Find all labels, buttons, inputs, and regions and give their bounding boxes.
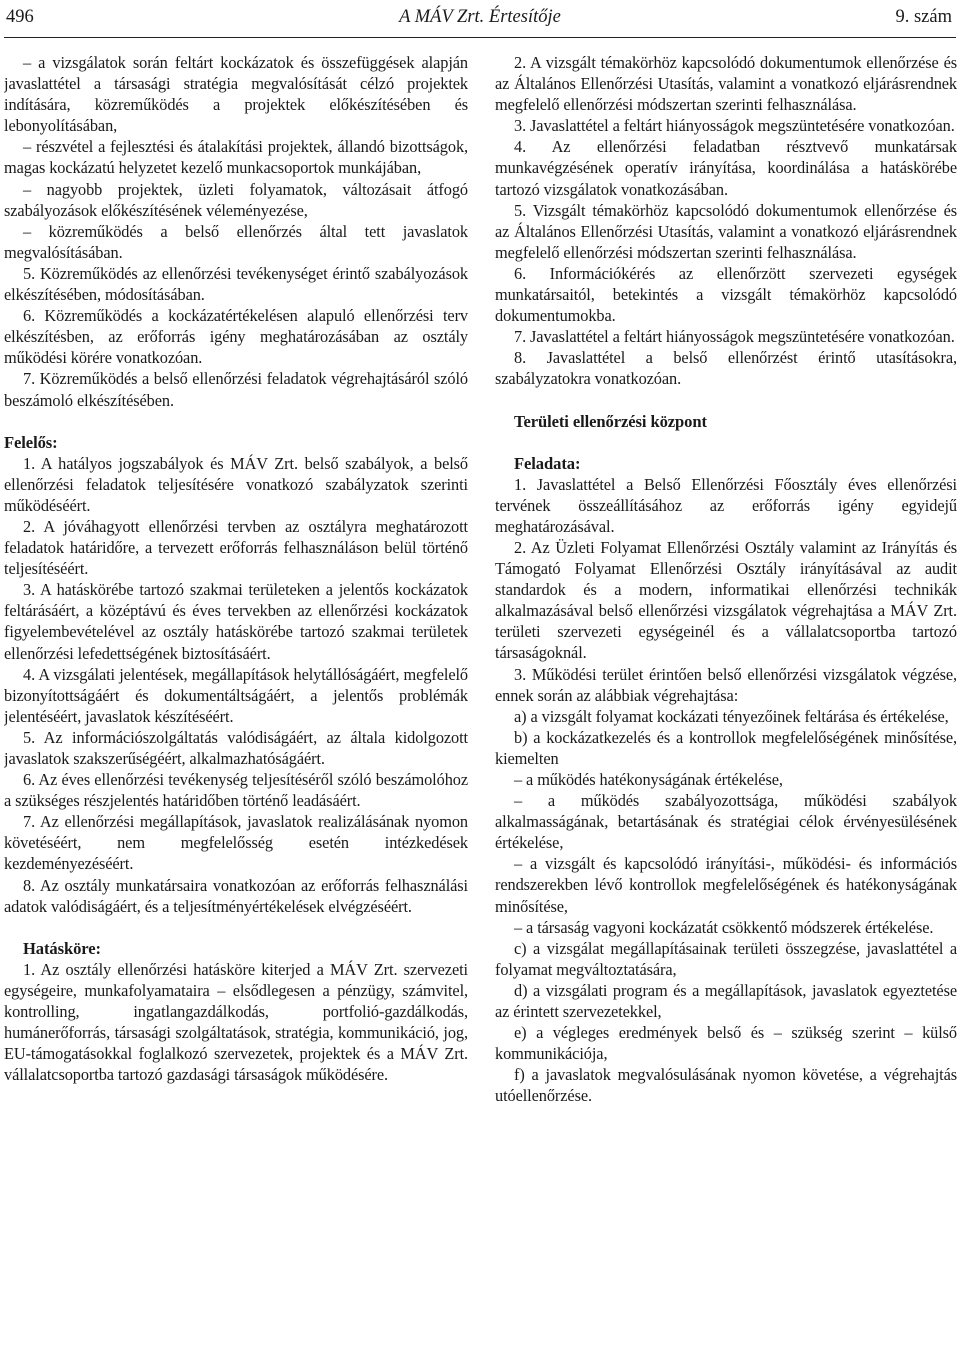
list-item: 6. Információkérés az ellenőrzött szervezeti egységek munkatársaitól, betekintés a vizsgált témakörhöz kapcsolódó dokumentumokba. (495, 263, 957, 326)
list-item: 7. Javaslattétel a feltárt hiányosságok megszüntetésére vonatkozóan. (514, 327, 955, 347)
list-item: 5. Vizsgált témakörhöz kapcsolódó dokumentumok ellenőrzése és az Általános Ellenőrzési Utasítás, valamint a vonatkozó eljárásrendnek megfelelő ellenőrzési módszertan szerinti felhasználása. (495, 200, 957, 262)
list-item: 1. Az osztály ellenőrzési hatásköre kiterjed a MÁV Zrt. szervezeti egységeire, munkafolyamataira – elsődlegesen a pénzügy, számvitel, kontrolling, ingatlangazdálkodás, portfolió-gazdálkodás, humánerőforrás, társasági szolgáltatások, stratégia, kommunikáció, jog, EU-támogatásokkal foglalkozó szervezetek, projektek és a MÁV Zrt. vállalatcsoportba tartozó gazdasági társaságok működésére. (4, 959, 468, 1085)
list-item: 3. Javaslattétel a feltárt hiányosságok megszüntetésére vonatkozóan. (514, 116, 955, 136)
list-item: 8. Javaslattétel a belső ellenőrzést érintő utasításokra, szabályzatokra vonatkozóan. (495, 348, 957, 389)
page-header (6, 4, 954, 34)
list-item: 1. Javaslattétel a Belső Ellenőrzési Főosztály éves ellenőrzési tervének összeállításához az erőforrás igény egyidejű meghatározásával. (495, 474, 957, 536)
list-item: 5. Az információszolgáltatás valódiságáért, az általa kidolgozott javaslatok szakszerűségéért, alkalmazhatóságáért. (4, 727, 468, 768)
list-item: f) a javaslatok megvalósulásának nyomon követése, a végrehajtás utóellenőrzése. (495, 1065, 957, 1106)
list-item: d) a vizsgálati program és a megállapítások, javaslatok egyeztetése az érintett szervezetekkel, (495, 980, 957, 1022)
felelos-heading: Felelős: (4, 432, 58, 452)
list-item: 2. A vizsgált témakörhöz kapcsolódó dokumentumok ellenőrzése és az Általános Ellenőrzési Utasítás, valamint a vonatkozó eljárásrendnek megfelelő ellenőrzési módszertan szerinti felhasználása. (495, 53, 957, 115)
list-item: 5. Közreműködés az ellenőrzési tevékenységet érintő szabályozások elkészítésében, módosításában. (4, 263, 468, 305)
list-item: – a működés szabályozottsága, működési szabályok alkalmasságának, betartásának és stratégiai célok érvényesülésének értékelése, (495, 791, 957, 853)
hataskore-heading: Hatásköre: (23, 938, 101, 958)
list-item: a) a vizsgált folyamat kockázati tényezőinek feltárása és értékelése, (514, 706, 949, 726)
list-item: – a társaság vagyoni kockázatát csökkentő módszerek értékelése. (514, 917, 934, 937)
right-column (495, 52, 957, 1362)
list-item: c) a vizsgálat megállapításainak területi összegzése, javaslattétel a folyamat megváltoztatására, (495, 938, 957, 979)
list-item: – a vizsgálatok során feltárt kockázatok és összefüggések alapján javaslattétel a társasági stratégia megvalósítását célzó projektek indítására, közreműködés a projektek előkészítésében és lebonyolításában, (4, 53, 468, 136)
list-item: b) a kockázatkezelés és a kontrollok megfelelőségének minősítése, kiemelten (495, 727, 957, 768)
list-item: 1. A hatályos jogszabályok és MÁV Zrt. belső szabályok, a belső ellenőrzési feladatok teljesítésére vonatkozó szabályzatok szerinti működéséért. (4, 453, 468, 515)
list-item: 2. A jóváhagyott ellenőrzési tervben az osztályra meghatározott feladatok határidőre, a tervezett erőforrás felhasználáson belül történő teljesítéséért. (4, 516, 468, 579)
left-column (4, 52, 468, 1362)
list-item: – a vizsgált és kapcsolódó irányítási-, működési- és információs rendszerekben lévő kontrollok megfelelőségének és hatékonyságának minősítése, (495, 854, 957, 916)
section-title: Területi ellenőrzési központ (514, 411, 707, 431)
list-item: – közreműködés a belső ellenőrzés által tett javaslatok megvalósításában. (4, 221, 468, 262)
list-item: 4. A vizsgálati jelentések, megállapítások helytállóságáért, megfelelő bizonyítottságáért és dokumentáltságáért, a jelentős problémák jelentéséért, javaslatok készítéséért. (4, 664, 468, 726)
feladata-heading: Feladata: (514, 453, 581, 473)
list-item: 4. Az ellenőrzési feladatban résztvevő munkatársak munkavégzésének operatív irányítása, koordinálása a hatáskörébe tartozó vizsgálatok vonatkozásában. (495, 137, 957, 199)
list-item: – nagyobb projektek, üzleti folyamatok, változásait átfogó szabályozások előkészítésének véleményezése, (4, 179, 468, 220)
list-item: – a működés hatékonyságának értékelése, (514, 770, 783, 789)
list-item: 7. Az ellenőrzési megállapítások, javaslatok realizálásának nyomon követéséért, nem megfelelősség esetén intézkedések kezdeményezéséért. (4, 812, 468, 874)
list-item: 3. Működési terület érintően belső ellenőrzési vizsgálatok végzése, ennek során az alábbiak végrehajtása: (495, 664, 957, 705)
issue-number: 9. szám (895, 7, 952, 27)
list-item: 2. Az Üzleti Folyamat Ellenőrzési Osztály valamint az Irányítás és Támogató Folyamat Ellenőrzési Osztály irányításával az audit standardok és a modern, informatikai ellenőrzési technikák alkalmazásával belső ellenőrzési vizsgálatok végrehajtása a MÁV Zrt. területi szervezeti egységeinél és a vállalatcsoportba tartozó társaságoknál. (495, 537, 957, 663)
header-rule (4, 37, 956, 38)
publication-title: A MÁV Zrt. Értesítője (399, 7, 561, 27)
list-item: 8. Az osztály munkatársaira vonatkozóan az erőforrás felhasználási adatok valódiságáért, és a teljesítményértékelések elvégzéséért. (4, 875, 468, 916)
page-number: 496 (6, 7, 34, 27)
list-item: – részvétel a fejlesztési és átalakítási projektek, állandó bizottságok, magas kockázatú helyzetet kezelő munkacsoportok munkájában, (4, 137, 468, 178)
list-item: e) a végleges eredmények belső és – szükség szerint – külső kommunikációja, (495, 1023, 957, 1064)
list-item: 7. Közreműködés a belső ellenőrzési feladatok végrehajtásáról szóló beszámoló elkészítésében. (4, 369, 468, 410)
list-item: 6. Közreműködés a kockázatértékelésen alapuló ellenőrzési terv elkészítésben, az erőforrás igény meghatározásában az osztály működési körére vonatkozóan. (4, 306, 468, 368)
list-item: 3. A hatáskörébe tartozó szakmai területeken a jelentős kockázatok feltárásáért, a középtávú és éves tervekben az ellenőrzési kockázatok figyelembevételével az osztály hatáskörébe tartozó szakmai területek ellenőrzési lefedettségének biztosításáért. (4, 580, 468, 663)
list-item: 6. Az éves ellenőrzési tevékenység teljesítéséről szóló beszámolóhoz a szükséges részjelentés határidőben történő leadásáért. (4, 770, 468, 811)
